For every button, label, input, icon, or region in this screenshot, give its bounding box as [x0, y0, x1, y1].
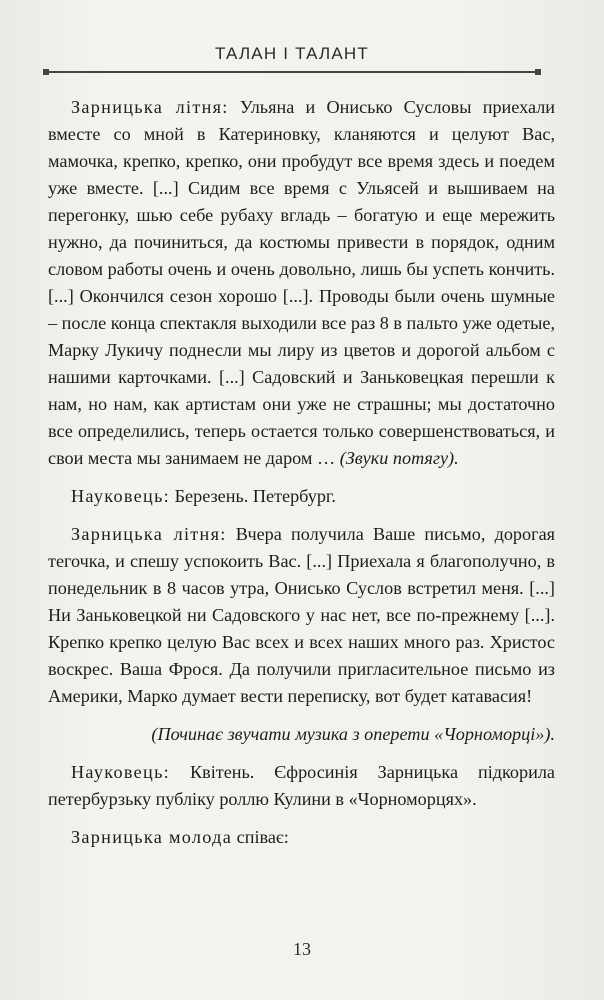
speaker-name: Науковець: — [71, 486, 171, 506]
paragraph-3 — [48, 521, 555, 710]
paragraph-4 — [48, 759, 555, 813]
paragraph-2 — [48, 483, 555, 510]
paragraph-text: Березень. Петербург. — [174, 486, 336, 506]
page-number: 13 — [293, 939, 311, 959]
speaker-name: Зарницька лiтня: — [71, 97, 229, 117]
page-text — [48, 94, 555, 862]
speaker-name: Зарницька лiтня: — [71, 524, 227, 544]
speaker-name: Зарницька молода — [71, 827, 233, 847]
paragraph-text: співає: — [236, 827, 289, 847]
stage-direction-inline: (Звуки потягу). — [339, 448, 459, 468]
paragraph-1 — [48, 94, 555, 472]
paragraph-text: Вчера получила Ваше письмо, дорогая тегочка, и спешу успокоить Вас. [...] Приехала я благополучно, в понедельник в 8 часов утра, Онисько Суслов встретил меня. [...] Ни Заньковецкой ни Садовского у нас нет, все по-прежнему [...]. Крепко крепко целую Вас всех и всех наших много раз. Христос воскрес. Ваша Фрося. Да получили пригласительное письмо из Америки, Марко думает вести переписку, вот будет катавасия! — [48, 524, 556, 706]
stage-direction: (Починає звучати музика з оперети «Чорноморці»). — [151, 724, 555, 744]
running-header — [44, 44, 540, 80]
speaker-name: Науковець: — [71, 762, 171, 782]
paragraph-text: Квітень. Єфросинія Зарницька підкорила петербурзьку публіку роллю Кулини в «Чорноморцях». — [48, 762, 556, 809]
header-rule — [44, 71, 540, 73]
paragraph-5 — [48, 824, 555, 851]
paragraph-text: Ульяна и Онисько Сусловы приехали вместе со мной в Катериновку, кланяются и целуют Вас, мамочка, крепко, крепко, они пробудут все время здесь и поедем уже вместе. [...] Сидим все время с Ульясей и вышиваем на перегонку, шью себе рубаху вгладь – богатую и еще мережить нужно, да починиться, да костюмы привести в порядок, одним словом работы очень и очень довольно, лишь бы успеть кончить. [...] Окончился сезон хорошо [...]. Проводы были очень шумные – после конца спектакля выходили все раз 8 в пальто уже одетые, Марку Лукичу поднесли мы лиру из цветов и дорогой альбом с нашими карточками. [...] Садовский и Заньковецкая перешли к нам, но нам, как артистам они уже не страшны; мы достаточно все определились, теперь остается только совершенствоваться, и свои места мы занимаем не даром … — [48, 97, 556, 468]
header-title: ТАЛАН І ТАЛАНТ — [215, 44, 369, 63]
